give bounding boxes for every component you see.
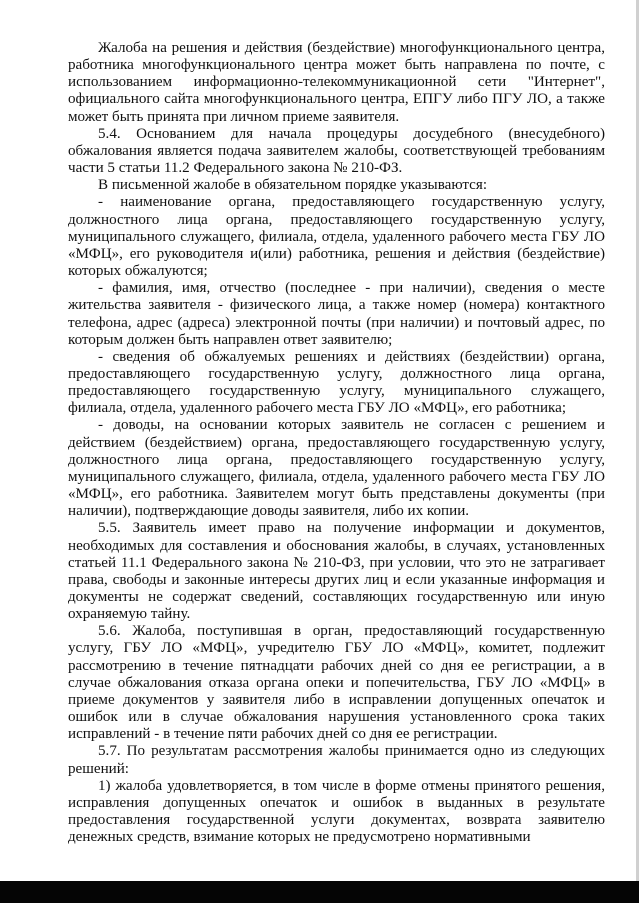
paragraph-decision-1: 1) жалоба удовлетворяется, в том числе в форме отмены принятого решения, исправления допущенных опечаток и ошибок в выданных в результате предоставления государственной услуги документах, возврата заявителю денежных средств, взимание которых не предусмотрено нормативными [68, 777, 605, 846]
paragraph-5-6: 5.6. Жалоба, поступившая в орган, предоставляющий государственную услугу, ГБУ ЛО «МФЦ», учредителю ГБУ ЛО «МФЦ», комитет, подлежит рассмотрению в течение пятнадцати рабочих дней со дня ее регистрации, а в случае обжалования отказа органа опеки и попечительства, ГБУ ЛО «МФЦ» в приеме документов у заявителя либо в исправлении допущенных опечаток и ошибок или в случае обжалования нарушения установленного срока таких исправлений - в течение пяти рабочих дней со дня ее регистрации. [68, 623, 605, 743]
scan-bottom-border [0, 881, 639, 903]
paragraph-5-5: 5.5. Заявитель имеет право на получение информации и документов, необходимых для составления и обоснования жалобы, в случаях, установленных статьей 11.1 Федерального закона № 210-ФЗ, при условии, что это не затрагивает права, свободы и законные интересы других лиц и если указанные информация и документы не содержат сведений, составляющих государственную или иную охраняемую тайну. [68, 520, 605, 623]
paragraph-5-7: 5.7. По результатам рассмотрения жалобы принимается одно из следующих решений: [68, 743, 605, 777]
list-item-authority-name: - наименование органа, предоставляющего государственную услугу, должностного лица органа, предоставляющего государственную услугу, муниципального служащего, филиала, отдела, удаленного рабочего места ГБУ ЛО «МФЦ», его руководителя и(или) работника, решения и действия (бездействие) которых обжалуются; [68, 194, 605, 280]
paragraph-complaint-channels: Жалоба на решения и действия (бездействие) многофункционального центра, работника многофункционального центра может быть направлена по почте, с использованием информационно-телекоммуникационной сети "Интернет", официального сайта многофункционального центра, ЕПГУ либо ПГУ ЛО, а также может быть принята при личном приеме заявителя. [68, 40, 605, 125]
list-item-arguments: - доводы, на основании которых заявитель не согласен с решением и действием (бездействием) органа, предоставляющего государственную услугу, должностного лица органа, предоставляющего государственную услугу, муниципального служащего, филиала, отдела, удаленного рабочего места ГБУ ЛО «МФЦ», его работника. Заявителем могут быть представлены документы (при наличии), подтверждающие доводы заявителя, либо их копии. [68, 417, 605, 520]
document-body [68, 40, 605, 846]
paragraph-written-complaint-intro: В письменной жалобе в обязательном порядке указываются: [98, 177, 488, 194]
list-item-applicant-details: - фамилия, имя, отчество (последнее - при наличии), сведения о месте жительства заявителя - физического лица, а также номер (номера) контактного телефона, адрес (адреса) электронной почты (при наличии) и почтовый адрес, по которым должен быть направлен ответ заявителю; [68, 280, 605, 348]
paragraph-5-4: 5.4. Основанием для начала процедуры досудебного (внесудебного) обжалования является подача заявителем жалобы, соответствующей требованиям части 5 статьи 11.2 Федерального закона № 210-ФЗ. [68, 125, 605, 177]
list-item-appealed-decisions: - сведения об обжалуемых решениях и действиях (бездействии) органа, предоставляющего государственную услугу, должностного лица органа, предоставляющего государственную услугу, муниципального служащего, филиала, отдела, удаленного рабочего места ГБУ ЛО «МФЦ», его работника; [68, 348, 605, 417]
